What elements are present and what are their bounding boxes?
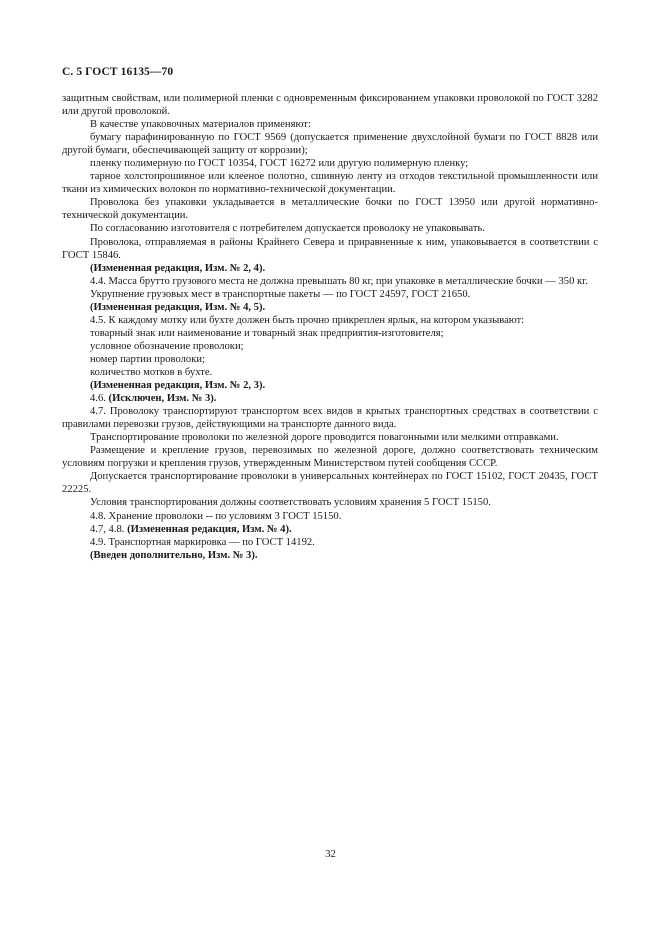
- paragraph-text: бумагу парафинированную по ГОСТ 9569 (допускается применение двухслойной бумаги по ГОСТ 8828 или другой бумаги, обеспечивающей защиту от коррозии);: [62, 132, 598, 157]
- paragraph-text: товарный знак или наименование и товарный знак предприятия-изготовителя;: [90, 327, 444, 339]
- paragraph: [62, 353, 598, 366]
- paragraph: [62, 366, 598, 379]
- paragraph: [62, 275, 598, 288]
- paragraph-text: Укрупнение грузовых мест в транспортные пакеты — по ГОСТ 24597, ГОСТ 21650.: [90, 288, 471, 300]
- paragraph-text: Проволока, отправляемая в районы Крайнего Севера и приравненные к ним, упаковывается в соответствии с ГОСТ 15846.: [62, 236, 598, 261]
- paragraph-text: В качестве упаковочных материалов применяют:: [90, 119, 311, 131]
- paragraph: [62, 131, 598, 157]
- document-body: [62, 92, 598, 562]
- amendment-text: (Измененная редакция, Изм. № 2, 3).: [90, 380, 266, 392]
- paragraph-text: 4.8. Хранение проволоки -- по условиям 3 ГОСТ 15150.: [90, 510, 342, 522]
- amendment-text: (Измененная редакция, Изм. № 2, 4).: [90, 262, 266, 274]
- amendment-note: [62, 262, 598, 275]
- amendment-text: (Введен дополнительно, Изм. № 3).: [90, 549, 258, 561]
- paragraph-text: Допускается транспортирование проволоки в универсальных контейнерах по ГОСТ 15102, ГОСТ 20435, ГОСТ 22225.: [62, 471, 598, 496]
- paragraph: [62, 288, 598, 301]
- paragraph-text: 4.4. Масса брутто грузового места не должна превышать 80 кг, при упаковке в металлические бочки — 350 кг.: [90, 275, 588, 287]
- paragraph: [62, 392, 598, 405]
- paragraph-text: 4.9. Транспортная маркировка — по ГОСТ 14192.: [90, 536, 315, 548]
- paragraph: [62, 118, 598, 131]
- paragraph: [62, 470, 598, 496]
- paragraph: [62, 314, 598, 327]
- paragraph-text: 4.6.: [90, 393, 109, 405]
- page-number: 32: [325, 848, 336, 860]
- paragraph: [62, 170, 598, 196]
- paragraph-text: Условия транспортирования должны соответствовать условиям хранения 5 ГОСТ 15150.: [90, 497, 491, 509]
- amendment-text: (Измененная редакция, Изм. № 4, 5).: [90, 301, 266, 313]
- paragraph: [62, 431, 598, 444]
- paragraph-text: Размещение и крепление грузов, перевозимых по железной дороге, должно соответствовать техническим условиям погрузки и крепления грузов, утвержденным Министерством путей сообщения СССР.: [62, 445, 598, 470]
- paragraph-text: 4.7. Проволоку транспортируют транспортом всех видов в крытых транспортных средствах в соответствии с правилами перевозки грузов, действующими на транспорте данного вида.: [62, 406, 598, 431]
- paragraph-text: Транспортирование проволоки по железной дороге проводится повагонными или мелкими отправками.: [90, 432, 559, 444]
- paragraph: [62, 510, 598, 523]
- paragraph: [62, 496, 598, 509]
- paragraph-text: 4.7, 4.8.: [90, 523, 128, 535]
- amendment-note: [62, 379, 598, 392]
- paragraph: [62, 536, 598, 549]
- amendment-note: [62, 549, 598, 562]
- page-header: С. 5 ГОСТ 16135—70: [62, 66, 174, 78]
- paragraph: [62, 157, 598, 170]
- paragraph-text: защитным свойствам, или полимерной пленки с одновременным фиксированием упаковки проволокой по ГОСТ 3282 или другой проволокой.: [62, 93, 598, 118]
- paragraph-text: количество мотков в бухте.: [90, 366, 213, 378]
- paragraph: [62, 92, 598, 118]
- amendment-text: (Измененная редакция, Изм. № 4).: [127, 523, 292, 535]
- paragraph-text: условное обозначение проволоки;: [90, 340, 244, 352]
- paragraph: [62, 444, 598, 470]
- amendment-text: (Исключен, Изм. № 3).: [108, 393, 217, 405]
- paragraph: [62, 340, 598, 353]
- paragraph: [62, 523, 598, 536]
- paragraph-text: номер партии проволоки;: [90, 353, 205, 365]
- paragraph-text: Проволока без упаковки укладывается в металлические бочки по ГОСТ 13950 или другой нормативно-технической документации.: [62, 197, 598, 222]
- paragraph-text: 4.5. К каждому мотку или бухте должен быть прочно прикреплен ярлык, на котором указывают:: [90, 314, 525, 326]
- paragraph-text: По согласованию изготовителя с потребителем допускается проволоку не упаковывать.: [90, 223, 485, 235]
- paragraph-text: пленку полимерную по ГОСТ 10354, ГОСТ 16272 или другую полимерную пленку;: [90, 158, 469, 170]
- paragraph-text: тарное холстопрошивное или клееное полотно, сшивную ленту из отходов текстильной промышленности или ткани из химических волокон по нормативно-технической документации.: [62, 171, 598, 196]
- amendment-note: [62, 301, 598, 314]
- paragraph: [62, 196, 598, 222]
- paragraph: [62, 327, 598, 340]
- paragraph: [62, 222, 598, 235]
- paragraph: [62, 405, 598, 431]
- paragraph: [62, 236, 598, 262]
